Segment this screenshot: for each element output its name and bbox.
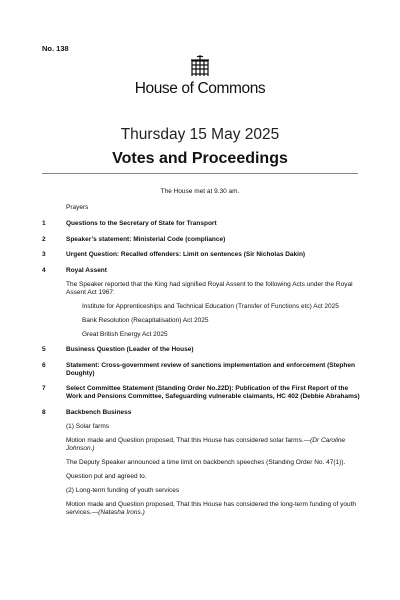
item-number: 2 [42, 235, 46, 243]
mover-name: (Natasha Irons.) [98, 508, 145, 516]
list-item [42, 220, 360, 228]
sub-item-title: (2) Long-term funding of youth services [66, 486, 180, 494]
page-title: Votes and Proceedings [112, 150, 288, 167]
proceedings-list [42, 220, 360, 524]
list-item [42, 251, 360, 259]
act-title: Great British Energy Act 2025 [82, 330, 168, 338]
sub-item-title: (1) Solar farms [66, 422, 109, 430]
act-title: Bank Resolution (Recapitalisation) Act 2025 [82, 316, 209, 324]
item-heading: Speaker’s statement: Ministerial Code (compliance) [66, 235, 226, 243]
item-number: 5 [42, 346, 46, 353]
question-agreed-text: Question put and agreed to. [66, 472, 147, 480]
portcullis-icon [189, 54, 211, 78]
act-title: Institute for Apprenticeships and Technical Education (Transfer of Functions etc) Act 2025 [82, 302, 339, 310]
item-number: 7 [42, 385, 46, 392]
list-item [42, 346, 360, 354]
item-heading: Questions to the Secretary of State for Transport [66, 220, 217, 227]
item-heading: Backbench Business [66, 408, 132, 416]
list-item [42, 409, 360, 517]
list-item [42, 236, 360, 244]
deputy-speaker-text: The Deputy Speaker announced a time limit on backbench speeches (Standing Order No. 47(1)). [66, 458, 346, 466]
item-heading: Select Committee Statement (Standing Order No.22D): Publication of the First Report of the Work and Pensions Committee, Safeguarding vulnerable claimants, HC 402 (Debbie Abrahams) [66, 385, 360, 400]
title-divider [42, 173, 358, 174]
item-heading: Business Question (Leader of the House) [66, 346, 194, 353]
list-item [42, 362, 360, 378]
royal-assent-text: The Speaker reported that the King had signified Royal Assent to the following Acts under the Royal Assent Act 1967: [66, 280, 353, 296]
house-met-text: The House met at 9.30 am. [160, 188, 240, 195]
motion-text: Motion made and Question proposed, That this House has considered the long-term funding of youth services.—(Natasha Irons.) [66, 500, 357, 516]
item-heading: Royal Assent [66, 266, 107, 274]
item-number: 6 [42, 361, 46, 369]
item-heading: Statement: Cross-government review of sanctions implementation and enforcement (Stephen Doughty) [66, 361, 355, 377]
motion-text: Motion made and Question proposed, That this House has considered solar farms.—(Dr Caroline Johnson.) [66, 436, 346, 452]
mover-name: (Dr Caroline Johnson.) [66, 436, 346, 452]
item-number: 4 [42, 266, 46, 274]
item-heading: Urgent Question: Recalled offenders: Limit on sentences (Sir Nicholas Dakin) [66, 251, 306, 258]
item-number: 1 [42, 220, 46, 227]
list-item [42, 385, 360, 401]
sitting-date: Thursday 15 May 2025 [120, 126, 280, 143]
prayers-label: Prayers [66, 204, 89, 211]
item-number: 3 [42, 251, 46, 258]
issue-number: No. 138 [42, 44, 69, 53]
item-number: 8 [42, 408, 46, 416]
list-item [42, 267, 360, 339]
house-name: House of Commons [134, 80, 266, 97]
